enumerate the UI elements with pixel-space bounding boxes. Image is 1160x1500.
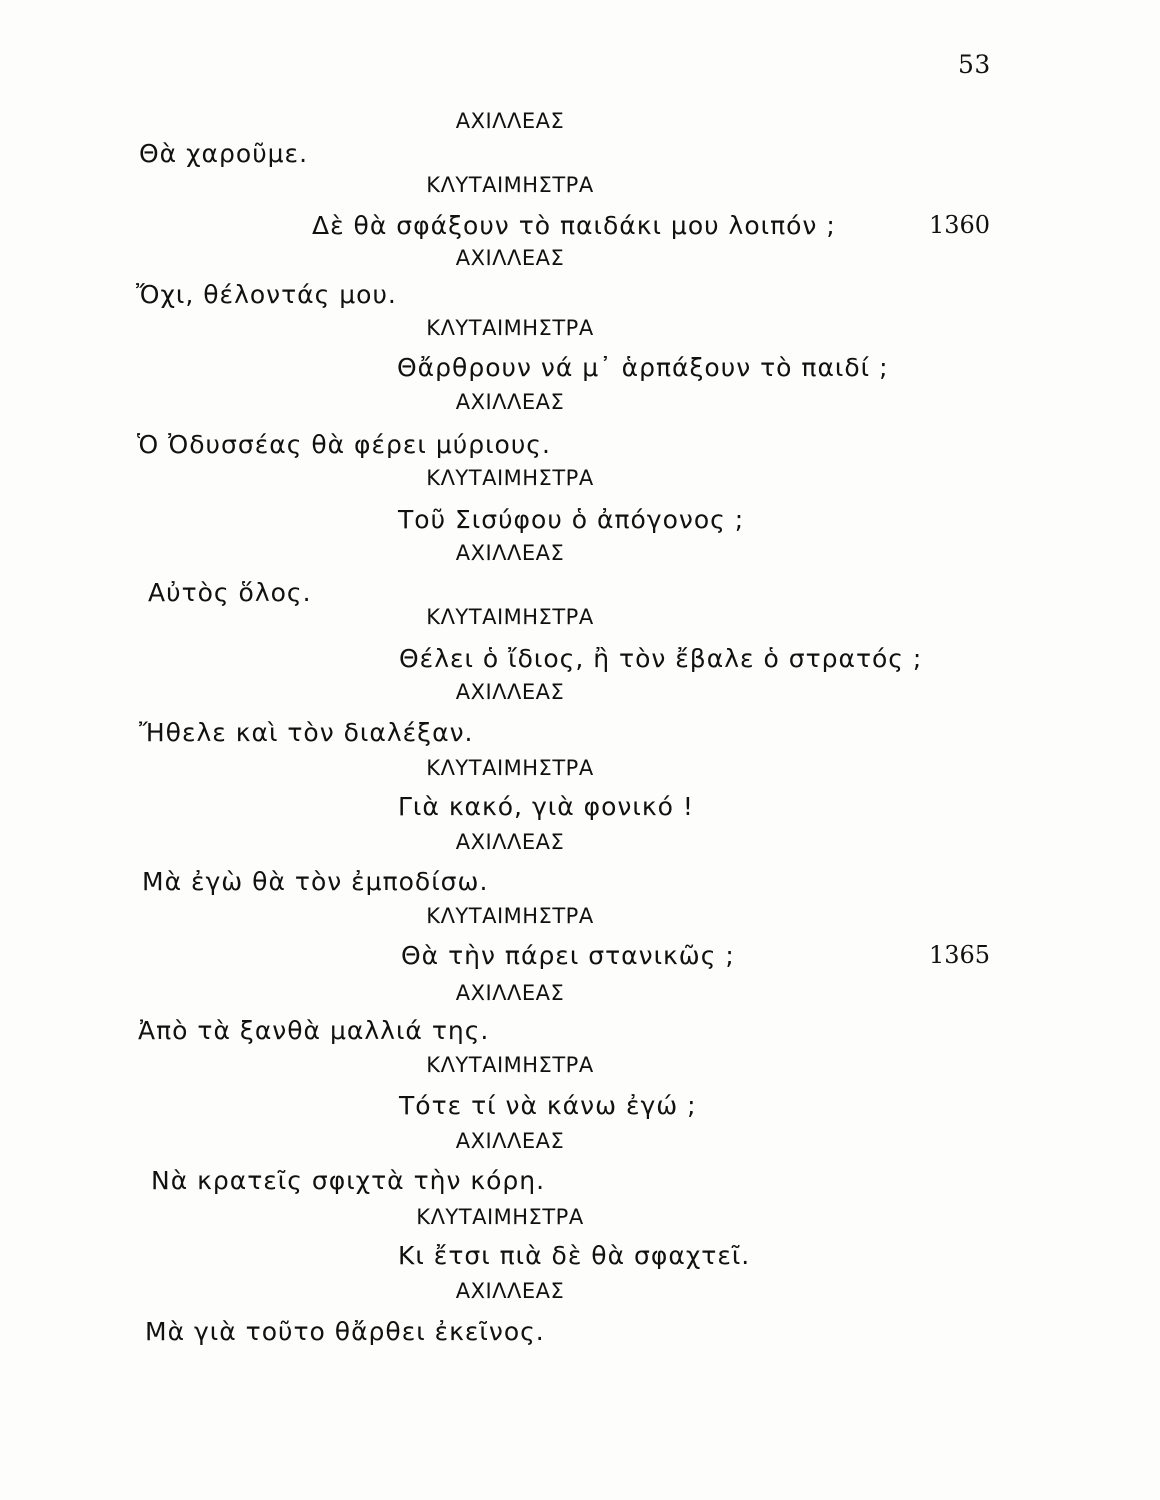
line-number: 1365	[929, 941, 991, 969]
verse-line: Μὰ ἐγὼ θὰ τὸν ἐμποδίσω.	[142, 867, 489, 896]
verse-line: Ὁ Ὀδυσσέας θὰ φέρει μύριους.	[137, 430, 551, 459]
verse-line: Θὰ τὴν πάρει στανικῶς ;	[401, 941, 735, 970]
verse-line: Τοῦ Σισύφου ὁ ἀπόγονος ;	[398, 505, 745, 534]
verse-line: Γιὰ κακό, γιὰ φονικό !	[398, 792, 694, 821]
speaker-name: ΚΛΥΤΑΙΜΗΣΤΡΑ	[426, 605, 594, 629]
speaker-name: ΚΛΥΤΑΙΜΗΣΤΡΑ	[426, 316, 594, 340]
verse-line: Θἄρθρουν νά μ᾽ ἁρπάξουν τὸ παιδί ;	[397, 353, 889, 382]
speaker-name: ΚΛΥΤΑΙΜΗΣΤΡΑ	[426, 173, 594, 197]
speaker-name: ΑΧΙΛΛΕΑΣ	[455, 246, 565, 270]
verse-line: Δὲ θὰ σφάξουν τὸ παιδάκι μου λοιπόν ;	[312, 211, 836, 240]
speaker-name: ΑΧΙΛΛΕΑΣ	[455, 109, 565, 133]
speaker-name: ΑΧΙΛΛΕΑΣ	[455, 1279, 565, 1303]
verse-line: Ἀπὸ τὰ ξανθὰ μαλλιά της.	[138, 1016, 490, 1045]
verse-line: Θὰ χαροῦμε.	[139, 139, 309, 168]
speaker-name: ΑΧΙΛΛΕΑΣ	[455, 390, 565, 414]
verse-line: Θέλει ὁ ἴδιος, ἢ τὸν ἔβαλε ὁ στρατός ;	[399, 644, 923, 673]
speaker-name: ΚΛΥΤΑΙΜΗΣΤΡΑ	[416, 1205, 584, 1229]
verse-line: Ἤθελε καὶ τὸν διαλέξαν.	[139, 718, 474, 747]
verse-line: Τότε τί νὰ κάνω ἐγώ ;	[399, 1091, 697, 1120]
verse-line: Μὰ γιὰ τοῦτο θἄρθει ἐκεῖνος.	[145, 1317, 545, 1346]
verse-line: Νὰ κρατεῖς σφιχτὰ τὴν κόρη.	[151, 1166, 546, 1195]
speaker-name: ΚΛΥΤΑΙΜΗΣΤΡΑ	[426, 466, 594, 490]
speaker-name: ΑΧΙΛΛΕΑΣ	[455, 1129, 565, 1153]
speaker-name: ΑΧΙΛΛΕΑΣ	[455, 680, 565, 704]
speaker-name: ΚΛΥΤΑΙΜΗΣΤΡΑ	[426, 904, 594, 928]
verse-line: Κι ἔτσι πιὰ δὲ θὰ σφαχτεῖ.	[398, 1241, 751, 1270]
verse-line: Αὐτὸς ὅλος.	[148, 578, 312, 607]
line-number: 1360	[929, 211, 991, 239]
speaker-name: ΑΧΙΛΛΕΑΣ	[455, 541, 565, 565]
speaker-name: ΚΛΥΤΑΙΜΗΣΤΡΑ	[426, 756, 594, 780]
page-number: 53	[958, 50, 991, 79]
speaker-name: ΚΛΥΤΑΙΜΗΣΤΡΑ	[426, 1053, 594, 1077]
verse-line: Ὄχι, θέλοντάς μου.	[136, 280, 397, 309]
speaker-name: ΑΧΙΛΛΕΑΣ	[455, 830, 565, 854]
speaker-name: ΑΧΙΛΛΕΑΣ	[455, 981, 565, 1005]
